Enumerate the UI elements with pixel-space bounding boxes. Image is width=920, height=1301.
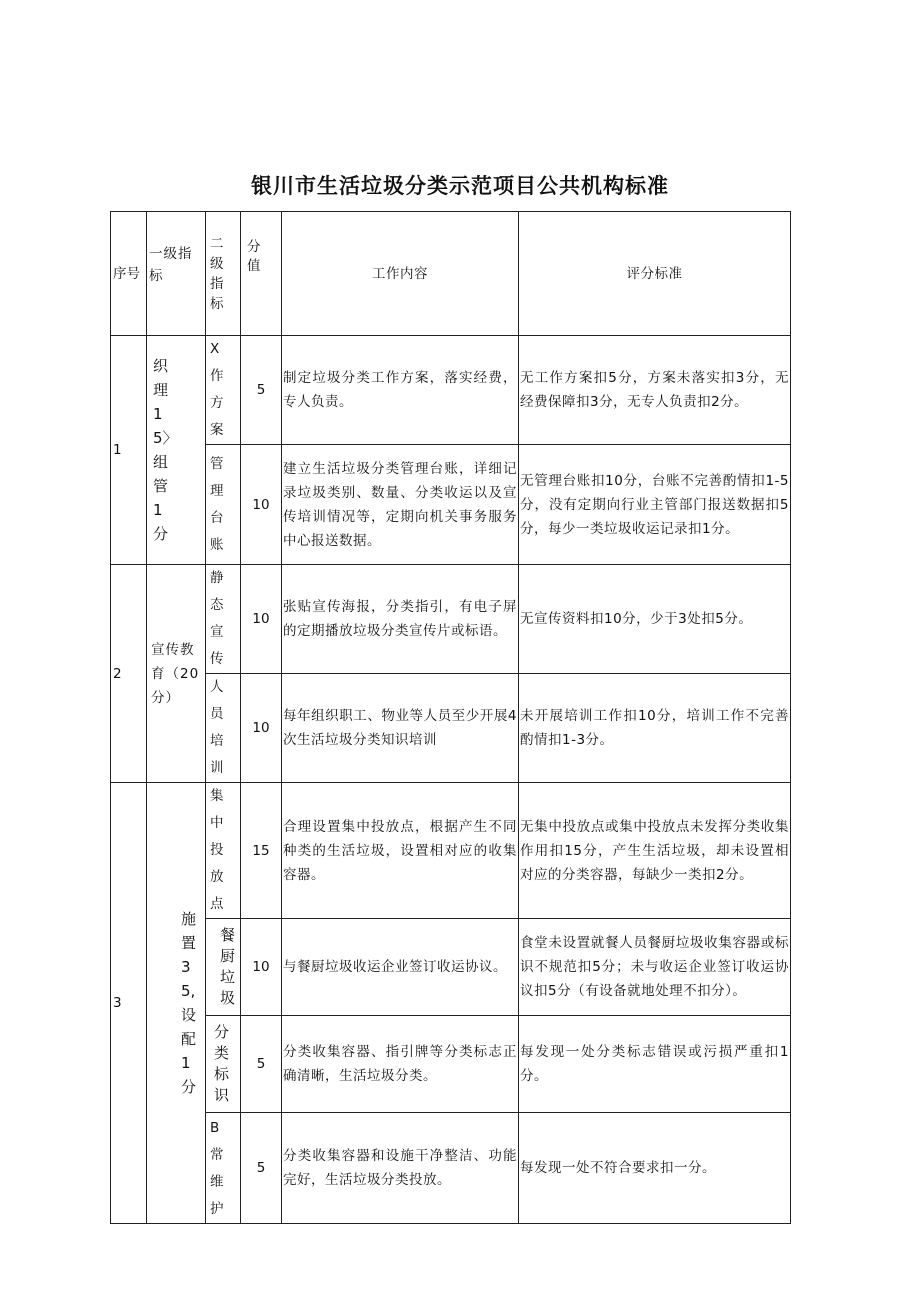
page-title: 银川市生活垃圾分类示范项目公共机构标准 <box>251 174 669 198</box>
content-cell: 与餐厨垃圾收运企业签订收运协议。 <box>282 919 519 1016</box>
level2-cell: 分类标识 <box>206 1016 241 1113</box>
table-row <box>111 565 791 674</box>
score-cell: 10 <box>241 674 282 783</box>
content-cell: 分类收集容器、指引牌等分类标志正确清晰，生活垃圾分类。 <box>282 1016 519 1113</box>
score-cell: 5 <box>241 1113 282 1224</box>
table-row <box>111 445 791 565</box>
header-score: 分值 <box>241 212 282 336</box>
level2-cell: 静态宣传 <box>206 565 241 674</box>
level2-cell: B常维护 <box>206 1113 241 1224</box>
header-criteria: 评分标准 <box>519 212 791 336</box>
header-seq: 序号 <box>111 212 147 336</box>
criteria-cell: 无集中投放点或集中投放点未发挥分类收集作用扣15分，产生生活垃圾，却未设置相对应的分类容器，每缺少一类扣2分。 <box>519 783 791 919</box>
table-header-row <box>111 212 791 336</box>
content-cell: 每年组织职工、物业等人员至少开展4次生活垃圾分类知识培训 <box>282 674 519 783</box>
criteria-cell: 无管理台账扣10分，台账不完善酌情扣1-5分，没有定期向行业主管部门报送数据扣5分，每少一类垃圾收运记录扣1分。 <box>519 445 791 565</box>
criteria-cell: 每发现一处不符合要求扣一分。 <box>519 1113 791 1224</box>
table-row <box>111 783 791 919</box>
table-row <box>111 1016 791 1113</box>
table-row <box>111 336 791 445</box>
score-cell: 5 <box>241 1016 282 1113</box>
header-level1: 一级指标 <box>147 212 206 336</box>
criteria-cell: 无宣传资料扣10分，少于3处扣5分。 <box>519 565 791 674</box>
standards-table <box>110 211 791 1224</box>
header-level2: 二级指标 <box>206 212 241 336</box>
level2-cell: 管理台账 <box>206 445 241 565</box>
content-cell: 建立生活垃圾分类管理台账，详细记录垃圾类别、数量、分类收运以及宣传培训情况等，定期向机关事务服务中心报送数据。 <box>282 445 519 565</box>
table-row <box>111 919 791 1016</box>
group-seq: 1 <box>111 336 147 565</box>
score-cell: 10 <box>241 565 282 674</box>
content-cell: 分类收集容器和设施干净整洁、功能完好，生活垃圾分类投放。 <box>282 1113 519 1224</box>
criteria-cell: 无工作方案扣5分，方案未落实扣3分，无经费保障扣3分，无专人负责扣2分。 <box>519 336 791 445</box>
table-row <box>111 1113 791 1224</box>
score-cell: 10 <box>241 919 282 1016</box>
content-cell: 张贴宣传海报，分类指引，有电子屏的定期播放垃圾分类宣传片或标语。 <box>282 565 519 674</box>
criteria-cell: 未开展培训工作扣10分，培训工作不完善酌情扣1-3分。 <box>519 674 791 783</box>
level2-cell: 餐厨垃圾 <box>206 919 241 1016</box>
group-level1: 施置35,设配1分 <box>147 783 206 1224</box>
group-level1: 织理15〉组管1分 <box>147 336 206 565</box>
score-cell: 15 <box>241 783 282 919</box>
group-seq: 3 <box>111 783 147 1224</box>
level2-cell: 人员培训 <box>206 674 241 783</box>
group-level1: 宣传教育（20分） <box>147 565 206 783</box>
group-seq: 2 <box>111 565 147 783</box>
header-content: 工作内容 <box>282 212 519 336</box>
criteria-cell: 食堂未设置就餐人员餐厨垃圾收集容器或标识不规范扣5分；未与收运企业签订收运协议扣5分（有设备就地处理不扣分）。 <box>519 919 791 1016</box>
criteria-cell: 每发现一处分类标志错误或污损严重扣1分。 <box>519 1016 791 1113</box>
table-row <box>111 674 791 783</box>
content-cell: 制定垃圾分类工作方案，落实经费，专人负责。 <box>282 336 519 445</box>
score-cell: 5 <box>241 336 282 445</box>
score-cell: 10 <box>241 445 282 565</box>
level2-cell: 集中投放点 <box>206 783 241 919</box>
content-cell: 合理设置集中投放点，根据产生不同种类的生活垃圾，设置相对应的收集容器。 <box>282 783 519 919</box>
level2-cell: X作方案 <box>206 336 241 445</box>
